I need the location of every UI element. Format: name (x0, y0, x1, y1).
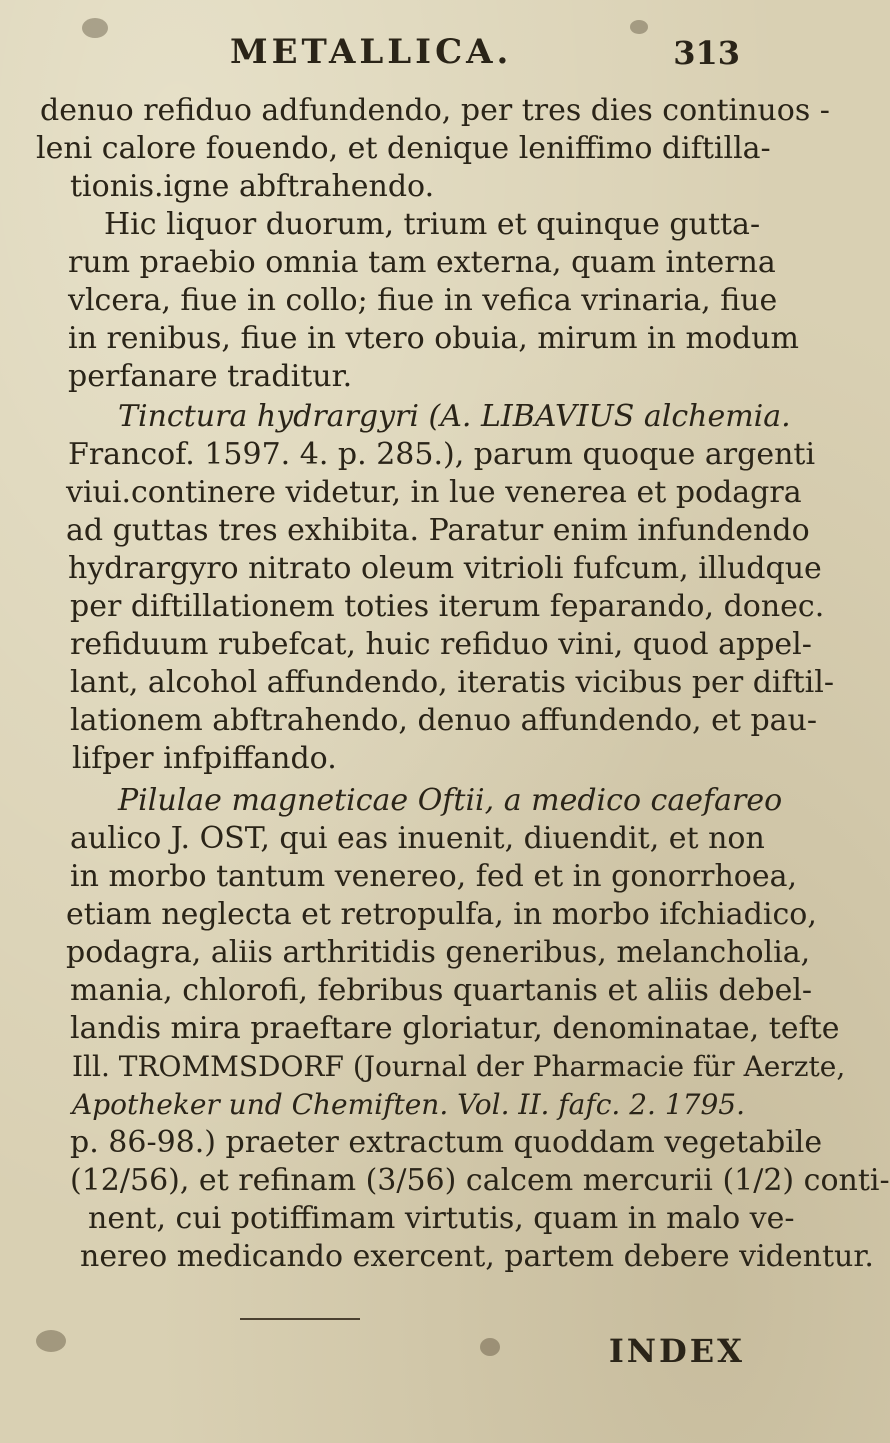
text-line: podagra, aliis arthritidis generibus, melancholia, (66, 935, 811, 970)
text-line: in renibus, fiue in vtero obuia, mirum in modum (68, 321, 799, 356)
text-line: lifper infpiffando. (72, 741, 337, 776)
text-line: mania, chlorofi, febribus quartanis et aliis debel- (70, 973, 813, 1008)
paper-stain (36, 1330, 66, 1352)
text-line: p. 86-98.) praeter extractum quoddam vegetabile (70, 1125, 823, 1160)
text-line: nereo medicando exercent, partem debere videntur. (80, 1239, 874, 1274)
text-line: rum praebio omnia tam externa, quam interna (68, 245, 776, 280)
text-line: viui.continere videtur, in lue venerea et podagra (66, 475, 802, 510)
text-line: perfanare traditur. (68, 359, 353, 394)
text-line: vlcera, fiue in collo; fiue in vefica vrinaria, fiue (68, 283, 778, 318)
text-line: in morbo tantum venereo, fed et in gonorrhoea, (70, 859, 798, 894)
text-line: Pilulae magneticae Oftii, a medico caefareo (118, 783, 783, 818)
text-line: lant, alcohol affundendo, iteratis vicibus per diftil- (70, 665, 834, 700)
text-line: Ill. TROMMSDORF (Journal der Pharmacie für Aerzte, (72, 1050, 846, 1083)
page-number: 313 (673, 34, 740, 72)
text-line: etiam neglecta et retropulfa, in morbo ifchiadico, (66, 897, 817, 932)
text-line: aulico J. OST, qui eas inuenit, diuendit, et non (70, 821, 765, 856)
text-line: Hic liquor duorum, trium et quinque gutta- (104, 207, 761, 242)
running-head: METALLICA. (230, 32, 513, 72)
text-line: lationem abftrahendo, denuo affundendo, et pau- (70, 703, 818, 738)
text-line: Francof. 1597. 4. p. 285.), parum quoque argenti (68, 437, 816, 472)
catchword: INDEX (608, 1332, 745, 1370)
text-line: landis mira praeftare gloriatur, denominatae, tefte (70, 1011, 840, 1046)
text-line: ad guttas tres exhibita. Paratur enim infundendo (66, 513, 810, 548)
paper-stain (630, 20, 648, 34)
text-line: leni calore fouendo, et denique leniffimo diftilla- (36, 131, 771, 166)
text-line: tionis.igne abftrahendo. (70, 169, 435, 204)
text-line: Apotheker und Chemiften. Vol. II. fafc. 2. 1795. (72, 1088, 745, 1121)
paper-stain (480, 1338, 500, 1356)
text-line: hydrargyro nitrato oleum vitrioli fufcum, illudque (68, 551, 822, 586)
text-line: refiduum rubefcat, huic refiduo vini, quod appel- (70, 627, 812, 662)
text-line: nent, cui potiffimam virtutis, quam in malo ve- (88, 1201, 795, 1236)
footer-rule (240, 1318, 360, 1320)
page-header (60, 20, 760, 80)
text-line: (12/56), et refinam (3/56) calcem mercurii (1/2) conti- (70, 1163, 890, 1198)
text-line: Tinctura hydrargyri (A. LIBAVIUS alchemia. (118, 399, 791, 434)
text-line: per diftillationem toties iterum feparando, donec. (70, 589, 825, 624)
paper-stain (82, 18, 108, 38)
text-line: denuo refiduo adfundendo, per tres dies continuos - (40, 93, 830, 128)
